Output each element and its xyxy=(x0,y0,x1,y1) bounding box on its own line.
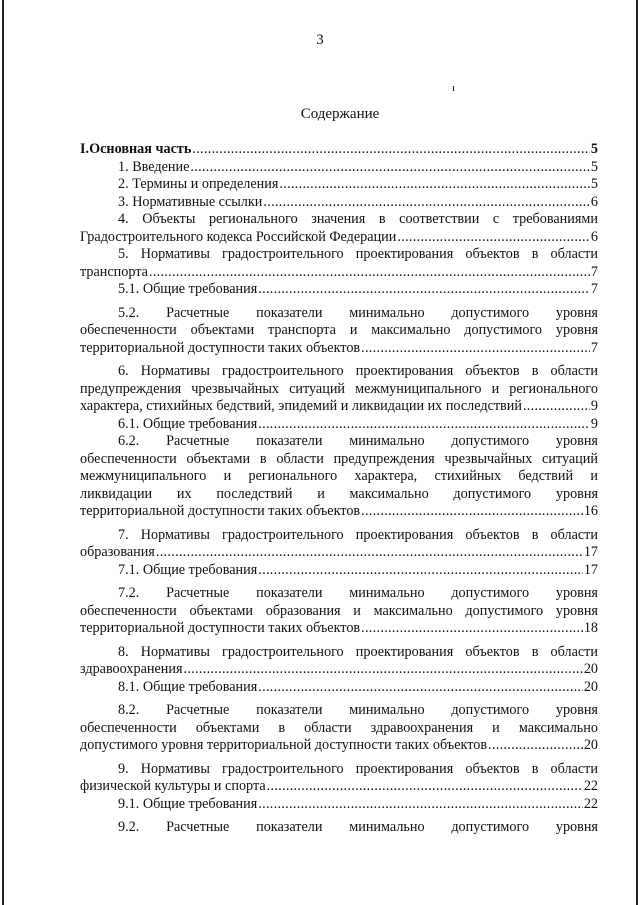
toc-word: допустимого xyxy=(451,304,530,321)
toc-word: уровня xyxy=(555,433,598,449)
toc-word: градостроительного xyxy=(222,246,344,262)
toc-word: Расчетные xyxy=(166,702,230,718)
toc-line[interactable] xyxy=(80,679,598,697)
toc-word: области xyxy=(550,643,598,660)
toc-word: максимально xyxy=(371,322,451,338)
toc-entry xyxy=(80,305,598,358)
toc-entry xyxy=(80,363,598,416)
toc-word: и xyxy=(590,468,598,484)
toc-word: допустимого xyxy=(451,433,530,449)
toc-page-number: 5 xyxy=(590,176,598,192)
toc-word: ситуаций xyxy=(289,380,346,397)
toc-word: Расчетные xyxy=(166,585,230,601)
toc-line[interactable] xyxy=(80,778,598,796)
dot-leader xyxy=(267,778,583,796)
toc-line[interactable] xyxy=(80,620,598,638)
toc-line xyxy=(80,585,598,603)
toc-entry-text: I.Основная часть xyxy=(80,141,192,157)
toc-entry xyxy=(80,796,598,814)
toc-word: образования xyxy=(265,602,341,619)
toc-page-number: 22 xyxy=(583,795,598,812)
toc-word: в xyxy=(531,246,539,262)
toc-word: Нормативы xyxy=(140,246,210,262)
toc-entry xyxy=(80,194,598,212)
dot-leader xyxy=(258,679,583,697)
toc-word: 8. xyxy=(118,643,129,660)
toc-word: и xyxy=(353,602,361,619)
dot-leader xyxy=(361,503,583,521)
toc-entry xyxy=(80,416,598,434)
toc-entry xyxy=(80,679,598,697)
toc-word: характера, xyxy=(354,468,418,484)
toc-word: и xyxy=(317,485,325,502)
toc-word: минимально xyxy=(349,702,425,718)
toc-word: объектами xyxy=(189,602,254,619)
toc-line[interactable] xyxy=(80,737,598,755)
toc-word: предупреждения xyxy=(333,450,435,467)
toc-entry-text: характера, стихийных бедствий, эпидемий и ликвидации их последствий xyxy=(80,398,522,414)
toc-word: требованиями xyxy=(512,211,598,227)
toc-word: регионального xyxy=(248,468,338,484)
toc-page-number: 9 xyxy=(590,415,598,432)
toc-word: Нормативы xyxy=(140,760,210,777)
toc-word: показатели xyxy=(256,304,323,321)
toc-word: их xyxy=(176,485,192,502)
toc-word: стихийных xyxy=(434,468,502,484)
toc-line xyxy=(80,720,598,738)
toc-entry xyxy=(80,644,598,679)
toc-line xyxy=(80,527,598,545)
toc-word: значения xyxy=(311,211,366,227)
toc-entry-text: образования xyxy=(80,544,155,560)
toc-word: объектами xyxy=(195,719,260,736)
dot-leader xyxy=(156,544,583,562)
toc-page-number: 17 xyxy=(583,544,598,560)
toc-line[interactable] xyxy=(80,796,598,814)
toc-line[interactable] xyxy=(80,340,598,358)
toc-line[interactable] xyxy=(80,194,598,212)
toc-word: допустимого xyxy=(451,585,530,601)
toc-word: уровня xyxy=(555,819,598,835)
toc-entry xyxy=(80,246,598,281)
toc-word: в xyxy=(531,526,539,543)
toc-line xyxy=(80,702,598,720)
toc-word: допустимого xyxy=(451,819,530,835)
toc-line[interactable] xyxy=(80,281,598,299)
toc-line[interactable] xyxy=(80,264,598,282)
toc-word: Нормативы xyxy=(140,643,210,660)
toc-entry-text: территориальной доступности таких объектов xyxy=(80,339,361,356)
toc-line xyxy=(80,644,598,662)
toc-word: 8.2. xyxy=(118,702,140,718)
toc-line xyxy=(80,819,598,837)
toc-line xyxy=(80,305,598,323)
toc-word: объектов xyxy=(465,246,520,262)
toc-page-number: 20 xyxy=(583,737,598,753)
toc-page-number: 7 xyxy=(590,263,598,280)
scan-edge-left xyxy=(2,0,4,905)
toc-word: 6.2. xyxy=(118,433,140,449)
toc-entry-text: здравоохранения xyxy=(80,661,183,677)
toc-line xyxy=(80,363,598,381)
toc-line xyxy=(80,381,598,399)
toc-word: проектирования xyxy=(355,246,454,262)
toc-page-number: 20 xyxy=(583,661,598,677)
toc-word: и xyxy=(492,719,500,736)
toc-word: обеспеченности xyxy=(80,322,177,338)
toc-page-number: 7 xyxy=(590,281,598,297)
toc-page-number: 17 xyxy=(583,561,598,578)
toc-line[interactable] xyxy=(80,159,598,177)
dot-leader xyxy=(279,176,590,194)
toc-word: области xyxy=(304,719,352,736)
toc-word: в xyxy=(531,643,539,660)
toc-entry-text: 2. Термины и определения xyxy=(118,176,279,192)
toc-word: 4. xyxy=(118,211,129,227)
toc-entry xyxy=(80,433,598,521)
dot-leader xyxy=(263,194,590,212)
toc-word: регионального xyxy=(208,211,298,227)
toc-entry xyxy=(80,702,598,755)
toc-page-number: 20 xyxy=(583,678,598,695)
toc-line xyxy=(80,246,598,264)
toc-word: максимально xyxy=(518,719,598,736)
toc-word: уровня xyxy=(555,585,598,601)
toc-word: и xyxy=(491,380,500,397)
toc-entry xyxy=(80,527,598,562)
dot-leader xyxy=(361,620,583,638)
dot-leader xyxy=(488,737,583,755)
toc-word: бедствий xyxy=(518,468,574,484)
toc-word: обеспеченности xyxy=(80,719,177,736)
toc-page-number: 9 xyxy=(590,398,598,414)
dot-leader xyxy=(523,398,590,416)
dot-leader xyxy=(258,281,590,299)
toc-word: минимально xyxy=(349,433,425,449)
toc-word: Расчетные xyxy=(166,433,230,449)
toc-word: уровня xyxy=(555,304,598,321)
toc-word: уровня xyxy=(555,322,598,338)
toc-word: объектов xyxy=(465,760,520,777)
toc-word: области xyxy=(550,526,598,543)
toc-entry-text: 3. Нормативные ссылки xyxy=(118,193,263,210)
toc-word: последствий xyxy=(216,485,293,502)
toc-word: регионального xyxy=(509,380,598,397)
toc-word: уровня xyxy=(555,702,598,718)
toc-word: ситуаций xyxy=(542,450,598,467)
toc-word: межмуниципального xyxy=(355,380,482,397)
toc-word: проектирования xyxy=(355,363,454,379)
toc-word: с xyxy=(492,211,500,227)
toc-word: 9. xyxy=(118,760,129,777)
toc-word: допустимого xyxy=(453,485,532,502)
toc-word: обеспеченности xyxy=(80,450,177,467)
toc-line[interactable] xyxy=(80,544,598,562)
scan-edge-right xyxy=(636,0,638,905)
toc-page-number: 22 xyxy=(583,778,598,794)
stray-mark: ı xyxy=(452,82,456,94)
table-of-contents xyxy=(80,141,598,837)
dot-leader xyxy=(258,416,590,434)
toc-word: здравоохранения xyxy=(370,719,474,736)
toc-line xyxy=(80,468,598,486)
toc-word: области xyxy=(550,760,598,777)
toc-line[interactable] xyxy=(80,661,598,679)
toc-entry-text: 8.1. Общие требования xyxy=(118,678,258,695)
toc-entry-text: транспорта xyxy=(80,263,148,280)
toc-title: Содержание xyxy=(300,106,380,122)
toc-word: проектирования xyxy=(355,760,454,777)
toc-word: 7. xyxy=(118,526,129,543)
toc-entry xyxy=(80,819,598,837)
toc-word: объектов xyxy=(465,526,520,543)
toc-word: уровня xyxy=(555,602,598,619)
toc-line[interactable] xyxy=(80,229,598,247)
toc-word: 6. xyxy=(118,363,129,379)
toc-word: уровня xyxy=(555,485,598,502)
toc-line[interactable] xyxy=(80,562,598,580)
toc-word: и xyxy=(223,468,232,484)
toc-line[interactable] xyxy=(80,176,598,194)
toc-word: в xyxy=(531,363,539,379)
toc-page-number: 5 xyxy=(590,158,598,175)
toc-entry-text: физической культуры и спорта xyxy=(80,778,266,794)
toc-word: минимально xyxy=(349,304,425,321)
toc-word: показатели xyxy=(256,433,323,449)
dot-leader xyxy=(192,141,590,159)
dot-leader xyxy=(183,661,582,679)
toc-word: соответствии xyxy=(399,211,480,227)
toc-word: и xyxy=(349,322,358,338)
toc-line[interactable] xyxy=(80,416,598,434)
toc-line xyxy=(80,486,598,504)
toc-entry-text: 6.1. Общие требования xyxy=(118,415,258,432)
toc-entry xyxy=(80,141,598,159)
toc-page-number: 6 xyxy=(590,228,598,245)
toc-entry-text: 9.1. Общие требования xyxy=(118,795,258,812)
toc-word: области xyxy=(276,450,324,467)
toc-word: 9.2. xyxy=(118,819,140,835)
toc-entry xyxy=(80,176,598,194)
toc-word: чрезвычайных xyxy=(191,380,280,397)
toc-page-number: 5 xyxy=(590,141,598,157)
toc-word: показатели xyxy=(256,819,323,835)
toc-page-number: 16 xyxy=(583,503,598,519)
page-number: 3 xyxy=(316,32,324,48)
toc-word: Нормативы xyxy=(140,363,210,379)
dot-leader xyxy=(190,159,590,177)
toc-entry-text: 7.1. Общие требования xyxy=(118,561,258,578)
toc-word: обеспеченности xyxy=(80,602,177,619)
toc-line xyxy=(80,451,598,469)
toc-word: в xyxy=(259,450,267,467)
toc-line[interactable] xyxy=(80,141,598,159)
toc-word: в xyxy=(278,719,286,736)
toc-word: ликвидации xyxy=(80,485,153,502)
toc-word: минимально xyxy=(349,819,425,835)
toc-word: градостроительного xyxy=(222,760,344,777)
toc-word: максимально xyxy=(349,485,429,502)
toc-entry xyxy=(80,761,598,796)
dot-leader xyxy=(397,229,590,247)
toc-entry-text: территориальной доступности таких объектов xyxy=(80,620,361,636)
toc-line xyxy=(80,761,598,779)
toc-entry-text: 5.1. Общие требования xyxy=(118,281,258,297)
toc-word: объектов xyxy=(465,643,520,660)
dot-leader xyxy=(149,264,590,282)
toc-line xyxy=(80,322,598,340)
toc-entry xyxy=(80,281,598,299)
toc-entry-text: 1. Введение xyxy=(118,158,190,175)
toc-word: 7.2. xyxy=(118,585,140,601)
toc-word: области xyxy=(550,363,598,379)
toc-word: в xyxy=(531,760,539,777)
toc-entry xyxy=(80,562,598,580)
toc-word: допустимого xyxy=(464,322,543,338)
toc-word: проектирования xyxy=(355,643,454,660)
toc-line[interactable] xyxy=(80,503,598,521)
toc-word: объектами xyxy=(190,322,255,338)
toc-word: допустимого xyxy=(465,602,544,619)
toc-word: Расчетные xyxy=(166,819,230,835)
toc-page-number: 6 xyxy=(590,193,598,210)
toc-word: градостроительного xyxy=(222,643,344,660)
toc-page-number: 7 xyxy=(590,339,598,356)
dot-leader xyxy=(258,562,583,580)
toc-line xyxy=(80,211,598,229)
toc-word: 5. xyxy=(118,246,129,262)
toc-word: Объекты xyxy=(142,211,196,227)
toc-word: 5.2. xyxy=(118,304,140,321)
toc-word: градостроительного xyxy=(222,526,344,543)
toc-entry-text: территориальной доступности таких объектов xyxy=(80,503,361,519)
dot-leader xyxy=(361,340,590,358)
toc-word: Нормативы xyxy=(140,526,210,543)
toc-word: показатели xyxy=(256,702,323,718)
toc-word: объектов xyxy=(465,363,520,379)
toc-line[interactable] xyxy=(80,398,598,416)
toc-line xyxy=(80,433,598,451)
toc-word: объектами xyxy=(186,450,251,467)
toc-word: предупреждения xyxy=(80,380,182,397)
toc-word: минимально xyxy=(349,585,425,601)
toc-entry xyxy=(80,159,598,177)
toc-entry-text: допустимого уровня территориальной доступности таких объектов xyxy=(80,737,488,753)
toc-word: чрезвычайных xyxy=(444,450,533,467)
toc-word: транспорта xyxy=(268,322,336,338)
dot-leader xyxy=(258,796,583,814)
toc-entry xyxy=(80,585,598,638)
toc-entry xyxy=(80,211,598,246)
toc-word: Расчетные xyxy=(166,304,230,321)
toc-page-number: 18 xyxy=(583,620,598,636)
toc-word: межмуниципального xyxy=(80,468,207,484)
toc-word: проектирования xyxy=(355,526,454,543)
toc-word: допустимого xyxy=(451,702,530,718)
toc-line xyxy=(80,603,598,621)
toc-word: максимально xyxy=(373,602,453,619)
toc-word: градостроительного xyxy=(222,363,344,379)
toc-word: показатели xyxy=(256,585,323,601)
toc-entry-text: Градостроительного кодекса Российской Федерации xyxy=(80,228,397,245)
toc-word: области xyxy=(550,246,598,262)
toc-word: в xyxy=(378,211,386,227)
